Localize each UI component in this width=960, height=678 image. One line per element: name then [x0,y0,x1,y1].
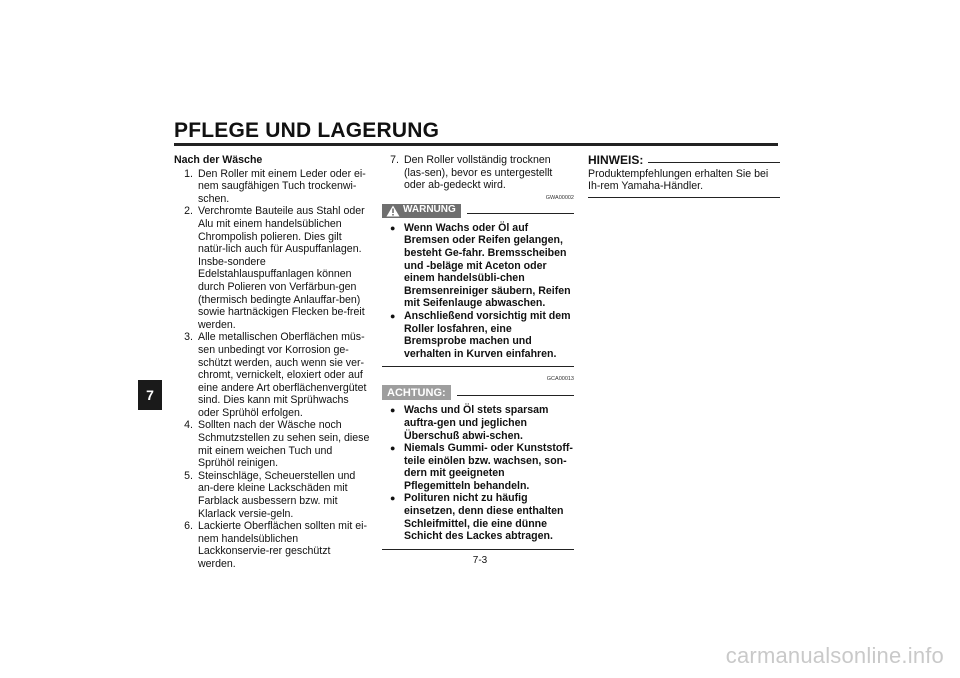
step-number: 6. [184,520,193,533]
step-item [174,205,370,331]
note-end-rule [588,197,780,198]
list-item [382,310,574,360]
list-item [382,222,574,310]
column-middle [382,154,574,550]
step-number: 3. [184,331,193,344]
step-text: Alle metallischen Oberflächen müs-sen unbedingt vor Korrosion ge-schützt werden, auch wenn sie ver-chromt, vernickelt, eloxiert oder auf eine andere Art oberflächenvergütet sind. Dies kann mit Sprühwachs oder Sprühöl erfolgen. [198,331,367,419]
warning-triangle-icon [386,205,400,217]
step-text: Den Roller mit einem Leder oder ei-nem saugfähigen Tuch trockenwi-schen. [198,167,366,205]
bullet-dot-icon: ● [390,310,396,321]
title-rule [174,143,778,146]
step-number: 5. [184,469,193,482]
bullet-dot-icon: ● [390,405,396,416]
page-number: 7-3 [472,555,488,566]
caution-header [382,385,574,400]
caution-end-rule [382,549,574,550]
bullet-dot-icon: ● [390,493,396,504]
step-text: Den Roller vollständig trocknen (las-sen), bevor es untergestellt oder ab-gedeckt wird. [404,154,553,192]
caution-box [382,375,574,550]
list-item [382,404,574,442]
step-number: 2. [184,205,193,218]
note-label: HINWEIS: [588,153,644,167]
step-item [174,470,370,520]
caution-badge: ACHTUNG: [382,385,451,400]
caution-header-rule [457,395,574,396]
warning-bullets [382,222,574,361]
step-item [174,419,370,469]
warning-end-rule [382,366,574,367]
list-item [382,442,574,492]
caution-bullets [382,404,574,543]
list-item [382,492,574,542]
column-left [174,154,370,571]
step-text: Verchromte Bauteile aus Stahl oder Alu mit einem handelsüblichen Chrompolish polieren. Dies gilt natür-lich auch für Auspuffanlagen. Insbe-sondere Edelstahlauspuffanlagen können durch Polieren von Verfärbun-gen (thermisch bedingte Anlauffar-ben) sowie hartnäckigen Flecken be-freit werden. [198,205,365,331]
column-right [588,154,780,198]
step-number: 4. [184,419,193,432]
note-header [588,154,780,167]
step-text: Steinschläge, Scheuerstellen und an-dere kleine Lackschäden mit Farblack ausbessern bzw. mit Klarlack versie-geln. [198,469,356,520]
caution-code: GCA00013 [546,376,574,383]
step-text: Lackierte Oberflächen sollten mit ei-nem handelsüblichen Lackkonservie-rer geschützt werden. [198,520,367,570]
section-heading: Nach der Wäsche [174,154,263,166]
bullet-text: Wachs und Öl stets sparsam auftra-gen und jeglichen Überschuß abwi-schen. [404,404,549,442]
warning-box [382,194,574,368]
bullet-text: Niemals Gummi- oder Kunststoff-teile einölen bzw. wachsen, son-dern mit geeigneten Pflegemitteln behandeln. [404,442,573,492]
watermark: carmanualsonline.info [725,643,944,668]
warning-code: GWA00002 [545,194,574,201]
warning-header [382,204,574,218]
step-item [382,154,574,192]
step-text: Sollten nach der Wäsche noch Schmutzstellen zu sehen sein, diese mit einem weichen Tuch und Sprühöl reinigen. [198,419,370,470]
warning-header-rule [467,213,574,214]
step-item [174,331,370,419]
bullet-text: Anschließend vorsichtig mit dem Roller losfahren, eine Bremsprobe machen und verhalten in Kurven einfahren. [404,309,571,360]
chapter-tab: 7 [138,380,162,410]
step-item [174,168,370,206]
note-header-rule [648,162,780,163]
bullet-text: Polituren nicht zu häufig einsetzen, denn diese enthalten Schleifmittel, die eine dünne Schicht des Lackes abtragen. [404,492,564,543]
step-number: 1. [184,167,193,180]
page-title: PFLEGE UND LAGERUNG [174,119,440,142]
step-number: 7. [390,154,399,166]
bullet-dot-icon: ● [390,222,396,233]
warning-label: WARNUNG [403,204,456,216]
bullet-dot-icon: ● [390,443,396,454]
bullet-text: Wenn Wachs oder Öl auf Bremsen oder Reifen gelangen, besteht Ge-fahr. Bremsscheiben und -beläge mit Aceton oder einem handelsübli-chen Bremsenreiniger säubern, Reifen mit Seifenlauge abwaschen. [404,221,571,310]
note-text: Produktempfehlungen erhalten Sie bei Ih-rem Yamaha-Händler. [588,167,769,193]
warning-badge [382,204,461,218]
